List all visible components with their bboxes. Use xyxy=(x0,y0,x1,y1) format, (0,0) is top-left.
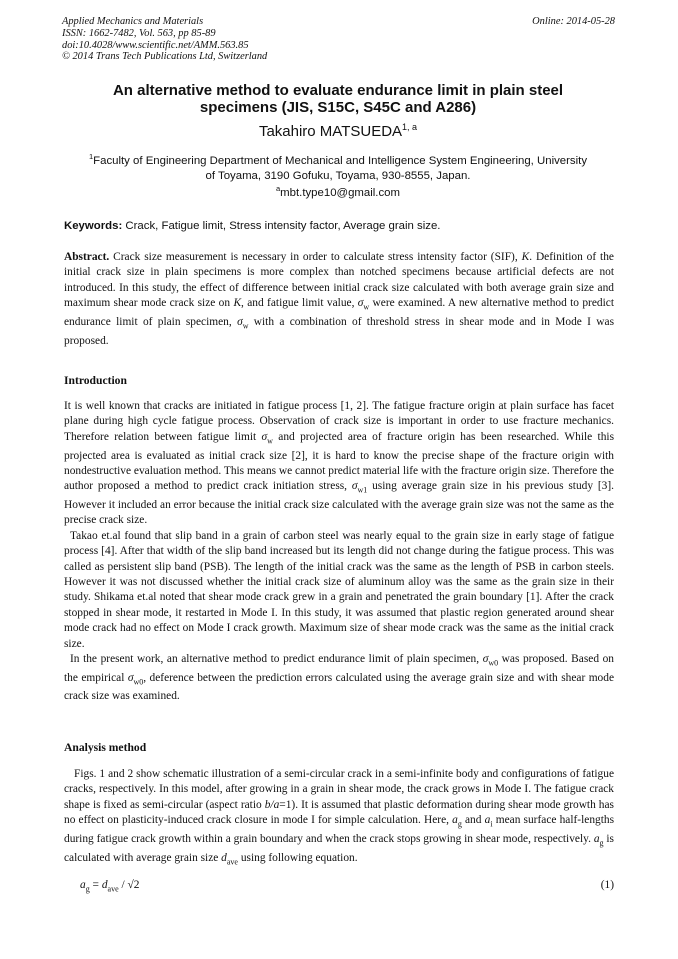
journal-name: Applied Mechanics and Materials xyxy=(62,16,204,27)
title-line-2: specimens (JIS, S15C, S45C and A286) xyxy=(199,99,477,116)
affiliation xyxy=(62,149,614,185)
online-date: Online: 2014-05-28 xyxy=(532,16,615,27)
analysis-paragraph: Figs. 1 and 2 show schematic illustration of a semi-circular crack in a semi-infinite body and configurations of fatigue cracks, respectively. In this model, after growing in a grain in shear mode, the crack grows in Mode I. The fatigue crack shape is fixed as semi-circular (aspect ratio b/a=1). It is assumed that plastic deformation during shear mode growth has no effect on plasticity-induced crack closure in mode I for simple calculation. Here, $a_g$ and $a_i$ mean surface half-lengths during fatigue crack growth within a grain boundary and when the crack stops growing in shear mode, respectively. $a_g$ is calculated with average grain size $d_{ave}$ using following equation. xyxy=(64,768,614,866)
intro-paragraph-1: It is well known that cracks are initiated in fatigue process [1, 2]. The fatigue fracture origin at plain surface has facet plane during high cycle fatigue process. Observation of crack size is important in order to use fracture mechanics. Therefore relation between fatigue limit $\sigma_w$ and projected area of fracture origin has been researched. While this projected area is evaluated as initial crack size [2], it is hard to know the precise shape of the fracture origin with nondestructive evaluation method. This means we cannot predict material life with the fracture origin size. Therefore the author proposed a method to predict crack initiation stress, $\sigma_{w1}$ using average grain size in his previous study [3]. However it included an error because the initial crack size calculated with the average grain size was not the same as the precise crack size. xyxy=(64,400,615,527)
email-address: mbt.type10@gmail.com xyxy=(280,186,400,199)
keywords xyxy=(64,220,614,232)
abstract-label: Abstract. xyxy=(64,251,110,263)
abstract-paragraph: Abstract. Crack size measurement is necessary in order to calculate stress intensity factor (SIF), K. Definition of the initial crack size in plain specimens is more complex than notched specimens because artificial defects are not introduced. In this study, the effect of difference between initial crack size calculated with both average grain size and maximum shear mode crack size on K, and fatigue limit value, $\sigma_w$ were examined. A new alternative method to predict endurance limit of plain specimen, $\sigma_w$ with a combination of threshold stress in shear mode and in Mode I was proposed. xyxy=(64,251,614,347)
analysis-heading: Analysis method xyxy=(64,741,147,754)
author-line xyxy=(62,122,614,140)
issn-line: ISSN: 1662-7482, Vol. 563, pp 85-89 xyxy=(62,27,216,39)
affiliation-mark: 1 xyxy=(88,152,94,161)
title-line-1: An alternative method to evaluate endurance limit in plain steel xyxy=(112,82,564,99)
introduction-body xyxy=(64,399,614,705)
author-marks: 1, a xyxy=(402,122,418,132)
email-mark: a xyxy=(276,184,281,193)
affiliation-line-1: Faculty of Engineering Department of Mechanical and Intelligence System Engineering, University xyxy=(93,154,588,167)
intro-paragraph-2: Takao et.al found that slip band in a grain of carbon steel was nearly equal to the grain size in early stage of fatigue process [4]. After that width of the slip band increased but its length did not change during the fatigue process. This was called as persistent slip band (PSB). The length of the initial crack was the same as the length of PSB in carbon steels. However it was not discussed whether the initial crack size of aluminum alloy was the same as the grain size in their study. Shikama et.al noted that shear mode crack grew in a grain and penetrated the grain boundary [1]. After the crack stopped in shear mode, it restarted in Mode I. In this study, it was assumed that plastic region generated around shear mode crack had no effect on Mode I crack growth. Maximum size of shear mode crack was the same as the initial crack size. xyxy=(64,529,614,650)
paper-title xyxy=(62,82,614,116)
affiliation-line-2: of Toyama, 3190 Gofuku, Toyama, 930-8555, Japan. xyxy=(205,170,471,183)
keywords-label: Keywords: xyxy=(64,220,123,232)
equation-1: $a_g = d_{ave} / √2$ xyxy=(80,879,140,894)
equation-number: (1) xyxy=(600,879,614,891)
author-name: Takahiro MATSUEDA xyxy=(258,123,403,140)
copyright-line: © 2014 Trans Tech Publications Ltd, Switzerland xyxy=(62,51,268,63)
intro-paragraph-3: In the present work, an alternative method to predict endurance limit of plain specimen, $\sigma_{w0}$ was proposed. Based on the empirical $\sigma_{w0}$, deference between the prediction errors calculated using the average grain size and with shear mode crack size was examined. xyxy=(64,653,614,703)
introduction-heading: Introduction xyxy=(64,374,127,387)
email-line xyxy=(62,184,614,199)
doi-line: doi:10.4028/www.scientific.net/AMM.563.85 xyxy=(62,39,249,51)
journal-header xyxy=(62,16,267,63)
keywords-text: Crack, Fatigue limit, Stress intensity factor, Average grain size. xyxy=(125,220,441,232)
